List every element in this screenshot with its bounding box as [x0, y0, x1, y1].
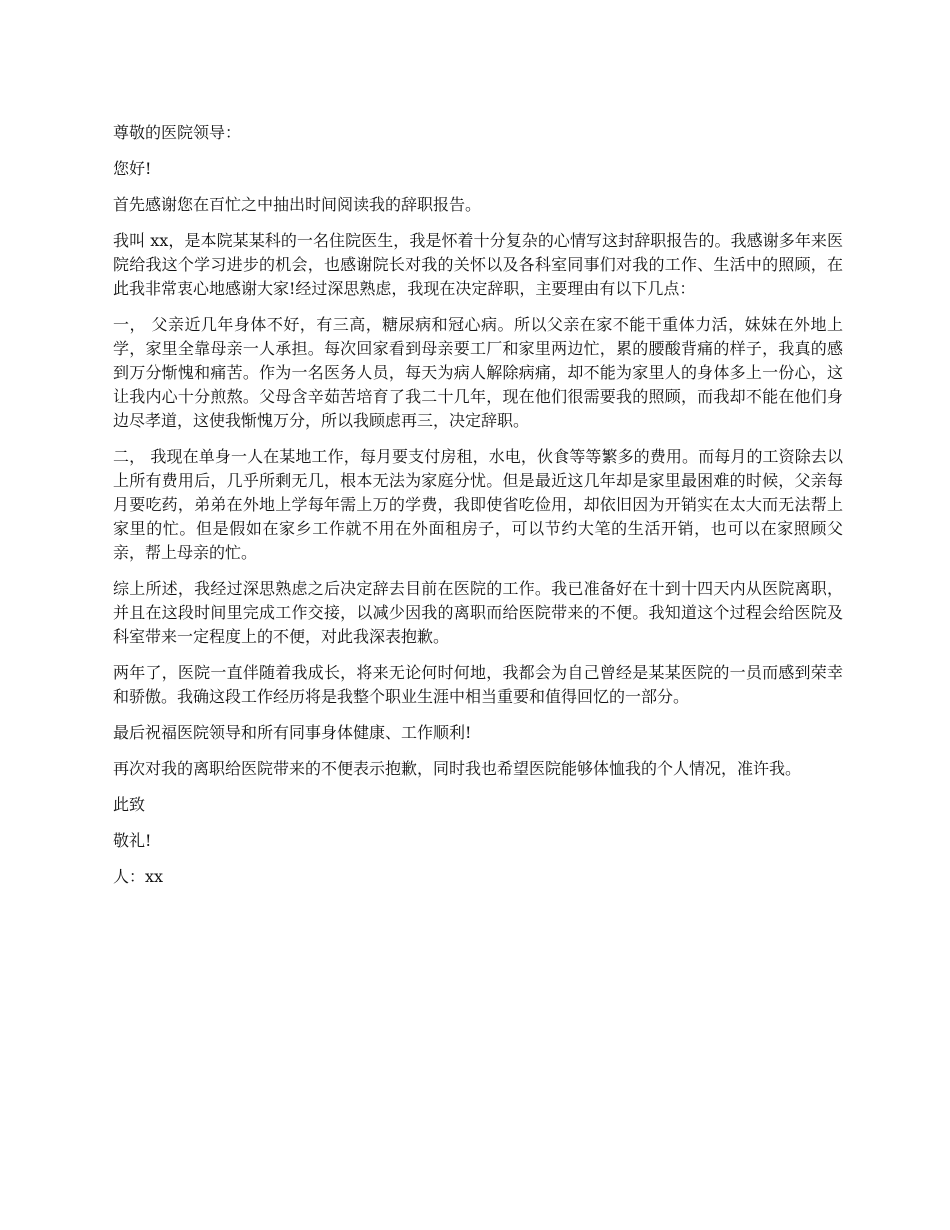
letter-wishes: 最后祝福医院领导和所有同事身体健康、工作顺利! [113, 723, 472, 742]
letter-salutation: 尊敬的医院领导： [113, 123, 242, 142]
letter-apology: 再次对我的离职给医院带来的不便表示抱歉，同时我也希望医院能够体恤我的个人情况，准许我。 [113, 759, 802, 778]
letter-closing-1: 此致 [113, 795, 146, 814]
letter-gratitude: 两年了，医院一直伴随着我成长，将来无论何时何地，我都会为自己曾经是某某医院的一员而感到荣幸和骄傲。我确这段工作经历将是我整个职业生涯中相当重要和值得回忆的一部分。 [113, 663, 843, 706]
resignation-letter [113, 121, 843, 901]
letter-paragraph-introduction: 我叫 xx，是本院某某科的一名住院医生，我是怀着十分复杂的心情写这封辞职报告的。我感谢多年来医院给我这个学习进步的机会，也感谢院长对我的关怀以及各科室同事们对我的工作、生活中的照顾，在此我非常衷心地感谢大家!经过深思熟虑，我现在决定辞职，主要理由有以下几点： [113, 231, 843, 298]
letter-greeting: 您好! [113, 159, 152, 178]
letter-closing-2: 敬礼! [113, 831, 152, 850]
letter-reason-two: 二， 我现在单身一人在某地工作，每月要支付房租，水电，伙食等等繁多的费用。而每月的工资除去以上所有费用后，几乎所剩无几，根本无法为家庭分忧。但是最近这几年却是家里最困难的时候，父亲每月要吃药，弟弟在外地上学每年需上万的学费，我即使省吃俭用，却依旧因为开销实在太大而无法帮上家里的忙。但是假如在家乡工作就不用在外面租房子，可以节约大笔的生活开销，也可以在家照顾父亲，帮上母亲的忙。 [113, 447, 843, 562]
letter-reason-one: 一， 父亲近几年身体不好，有三高，糖尿病和冠心病。所以父亲在家不能干重体力活，妹妹在外地上学，家里全靠母亲一人承担。每次回家看到母亲要工厂和家里两边忙，累的腰酸背痛的样子，我真的感到万分惭愧和痛苦。作为一名医务人员，每天为病人解除病痛，却不能为家里人的身体多上一份心，这让我内心十分煎熬。父母含辛茹苦培育了我二十几年，现在他们很需要我的照顾，而我却不能在他们身边尽孝道，这使我惭愧万分，所以我顾虑再三，决定辞职。 [113, 315, 843, 430]
letter-intro: 首先感谢您在百忙之中抽出时间阅读我的辞职报告。 [113, 195, 482, 214]
letter-summary: 综上所述，我经过深思熟虑之后决定辞去目前在医院的工作。我已准备好在十到十四天内从医院离职，并且在这段时间里完成工作交接，以减少因我的离职而给医院带来的不便。我知道这个过程会给医院及科室带来一定程度上的不便，对此我深表抱歉。 [113, 579, 843, 646]
letter-signature: 人：xx [113, 867, 164, 886]
